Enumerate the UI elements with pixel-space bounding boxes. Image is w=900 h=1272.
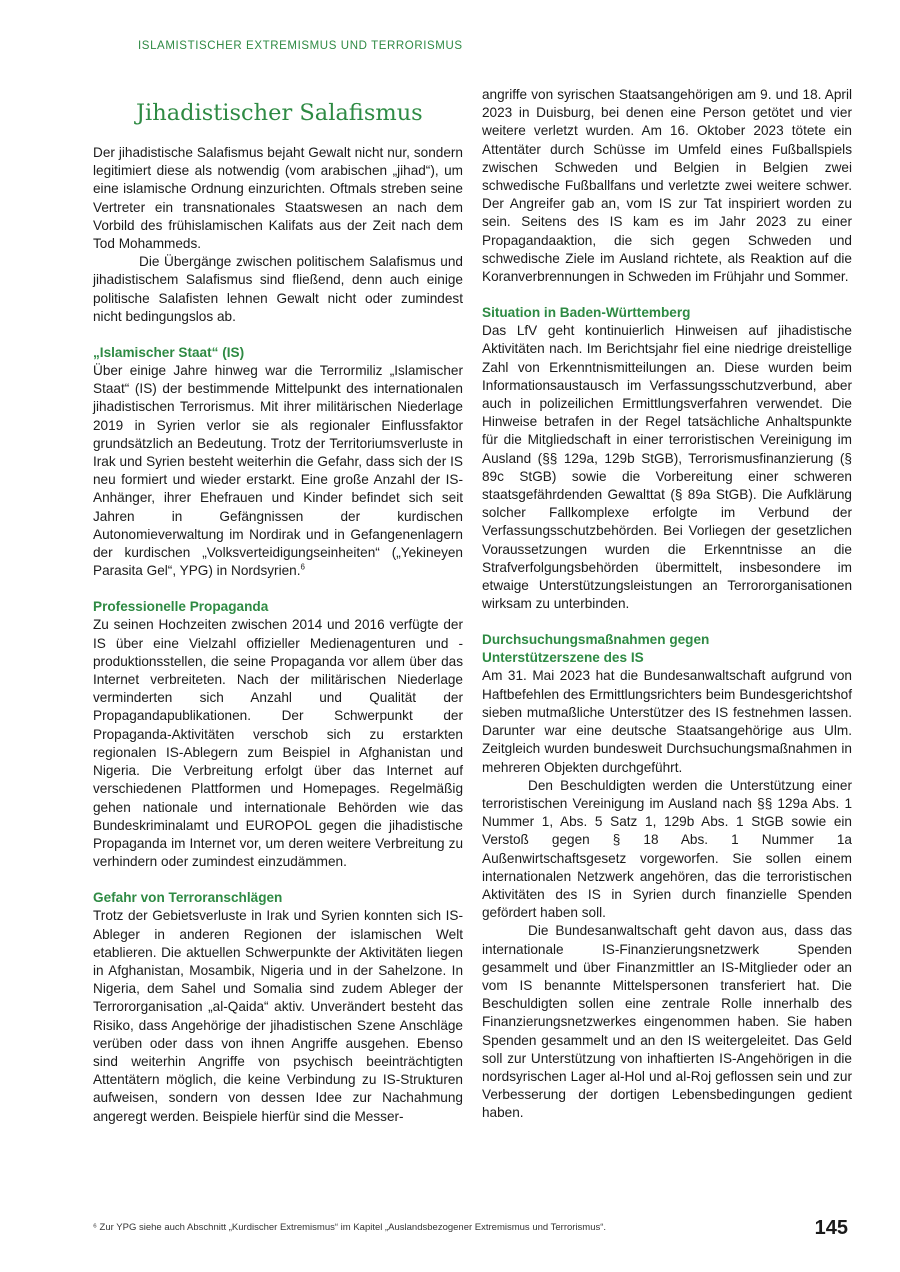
paragraph-islamischer-staat (93, 362, 463, 580)
paragraph-terroranschlaege: Trotz der Gebietsverluste in Irak und Syrien konnten sich IS-Ableger in anderen Regionen der islamischen Welt etablieren. Die aktuellen Schwerpunkte der Aktivitäten liegen in Afghanistan, Mosambik, Nigeria und in der Sahelzone. In Nigeria, dem Sahel und Somalia sind zudem Ableger der Terrororganisation „al-Qaida“ aktiv. Unverändert besteht das Risiko, dass Angehörige der jihadistischen Szene Anschläge verüben oder dass von ihnen Angriffe ausgehen. Ebenso sind weiterhin Angriffe von psychisch beeinträchtigten Attentätern möglich, die keine Verbindung zu IS-Strukturen aufweisen, sondern von dessen Idee zur Nachahmung angeregt werden. Beispiele hierfür sind die Messer- (93, 908, 463, 1124)
paragraph-islamischer-staat-text: Über einige Jahre hinweg war die Terrormiliz „Islamischer Staat“ (IS) der bestimmende Mittelpunkt des internationalen jihadistischen Terrorismus. Mit ihrer militärischen Niederlage 2019 in Syrien verlor sie als regionaler Einflussfaktor grundsätzlich an Bedeutung. Trotz der Territoriumsverluste in Irak und Syrien besteht weiterhin die Gefahr, dass sich der IS neu formiert und wieder erstarkt. Eine große Anzahl der IS-Anhänger, ihrer Ehefrauen und Kinder befindet sich seit Jahren in Gefängnissen der kurdischen Autonomieverwaltung im Nordirak und in Gefangenenlagern der kurdischen „Volksverteidigungseinheiten“ („Yekineyen Parasita Gel“, YPG) in Nordsyrien. (93, 363, 463, 579)
footnote: ⁶ Zur YPG siehe auch Abschnitt „Kurdischer Extremismus“ im Kapitel „Auslandsbezogener Extremismus und Terrorismus“. (93, 1222, 607, 1233)
heading-durchsuchungen-line-2: Unterstützerszene des IS (482, 650, 644, 666)
paragraph-propaganda: Zu seinen Hochzeiten zwischen 2014 und 2016 verfügte der IS über eine Vielzahl offizieller Medienagenturen und -produktionsstellen, die seine Propaganda vor allem über das Internet verbreiteten. Nach der militärischen Niederlage verminderten sich Anzahl und Qualität der Propagandapublikationen. Der Schwerpunkt der Propaganda-Aktivitäten verschob sich zu erstarkten regionalen IS-Ablegern zum Beispiel in Afghanistan und Nigeria. Die Verbreitung erfolgt über das Internet auf verschiedenen Plattformen und Homepages. Regelmäßig gehen nationale und internationale Behörden wie das Bundeskriminalamt und EUROPOL gegen die jihadistische Propaganda im Internet vor, um deren weitere Verbreitung zu verhindern oder zumindest einzudämmen. (93, 617, 463, 870)
paragraph-baden-wuerttemberg: Das LfV geht kontinuierlich Hinweisen auf jihadistische Aktivitäten nach. Im Berichtsjahr fiel eine niedrige dreistellige Zahl von Erkenntnismitteilungen an. Diese wurden beim Informationsaustausch im Verfassungsschutzverbund, aber auch in polizeilichen Ermittlungsverfahren verwendet. Die Hinweise betrafen in der Regel tatsächliche Anhaltspunkte für die Mitgliedschaft in einer terroristischen Vereinigung im Ausland (§§ 129a, 129b StGB), Terrorismusfinanzierung (§ 89c StGB) sowie die Vorbereitung einer schweren staatsgefährdenden Gewalttat (§ 89a StGB). Die Aufklärung solcher Fallkomplexe erfolgte im Verbund der Verfassungsschutzbehörden. Bei Vorliegen der gesetzlichen Voraussetzungen wurden die Erkenntnisse an die Strafverfolgungsbehörden übermittelt, insbesondere im etwaige Unterstützungsleistungen an Terrororganisationen wirksam zu unterbinden. (482, 323, 852, 612)
intro-paragraph-2: Die Übergänge zwischen politischem Salafismus und jihadistischem Salafismus sind fließend, denn auch einige politische Salafisten lehnen Gewalt nicht oder zumindest nicht bedingungslos ab. (93, 254, 463, 324)
heading-terroranschlaege: Gefahr von Terroranschlägen (93, 890, 283, 906)
chapter-title: Jihadistischer Salafismus (136, 100, 423, 126)
running-header: ISLAMISTISCHER EXTREMISMUS UND TERRORISMUS (138, 40, 463, 52)
intro-paragraph-1: Der jihadistische Salafismus bejaht Gewalt nicht nur, sondern legitimiert diese als notwendig (vom arabischen „jihad“), um eine islamische Ordnung einzurichten. Oftmals streben seine Vertreter ein transnationales Staatswesen an nach dem Vorbild des frühislamischen Kalifats aus der Zeit nach dem Tod Mohammeds. (93, 145, 463, 252)
paragraph-durchsuchungen-3: Die Bundesanwaltschaft geht davon aus, dass das internationale IS-Finanzierungsnetzwerk Spenden gesammelt und über Finanzmittler an IS-Mitglieder oder an vom IS benannte Mittelspersonen transferiert hat. Die Beschuldigten sollen eine zentrale Rolle innerhalb des Finanzierungsnetzwerkes eingenommen haben. Sie haben Spenden gesammelt und an den IS weitergeleitet. Das Geld soll zur Unterstützung von inhaftierten IS-Angehörigen in die nordsyrischen Lager al-Hol und al-Roj geflossen sein und zur Verbesserung der dortigen Lebensbedingungen gedient haben. (482, 923, 852, 1121)
right-column (482, 87, 852, 1123)
left-column (93, 100, 463, 1126)
footnote-reference: 6 (300, 562, 305, 572)
heading-islamischer-staat: „Islamischer Staat“ (IS) (93, 345, 245, 361)
heading-durchsuchungen (482, 631, 852, 667)
page-number: 145 (814, 1217, 848, 1239)
paragraph-continuation: angriffe von syrischen Staatsangehörigen am 9. und 18. April 2023 in Duisburg, bei denen eine Person getötet und vier weitere verletzt wurden. Am 16. Oktober 2023 tötete ein Attentäter durch Schüsse im Umfeld eines Fußballspiels zwischen Schweden und Belgien in Belgien zwei schwedische Fußballfans und verletzte zwei weitere schwer. Der Angreifer gab an, vom IS zur Tat inspiriert worden zu sein. Seitens des IS kam es im Jahr 2023 zu einer Propagandaaktion, die sich gegen Schweden und schwedische Ziele im Ausland richtete, als Reaktion auf die Koranverbrennungen in Schweden im Frühjahr und Sommer. (482, 87, 852, 285)
heading-durchsuchungen-line-1: Durchsuchungsmaßnahmen gegen (482, 632, 710, 648)
heading-baden-wuerttemberg: Situation in Baden-Württemberg (482, 305, 691, 321)
paragraph-durchsuchungen-2: Den Beschuldigten werden die Unterstützung einer terroristischen Vereinigung im Ausland nach §§ 129a Abs. 1 Nummer 1, Abs. 5 Satz 1, 129b Abs. 1 StGB sowie ein Verstoß gegen § 18 Abs. 1 Nummer 1a Außenwirtschaftsgesetz vorgeworfen. Sie sollen einem internationalen Netzwerk angehören, das die terroristischen Aktivitäten des IS in Syrien durch finanzielle Spenden gefördert haben soll. (482, 777, 852, 921)
paragraph-durchsuchungen-1: Am 31. Mai 2023 hat die Bundesanwaltschaft aufgrund von Haftbefehlen des Ermittlungsrichters beim Bundesgerichtshof sieben mutmaßliche Unterstützer des IS festnehmen lassen. Darunter war eine deutsche Staatsangehörige aus Ulm. Zeitgleich wurden bundesweit Durchsuchungsmaßnahmen in mehreren Objekten durchgeführt. (482, 668, 852, 775)
heading-propaganda: Professionelle Propaganda (93, 599, 269, 615)
